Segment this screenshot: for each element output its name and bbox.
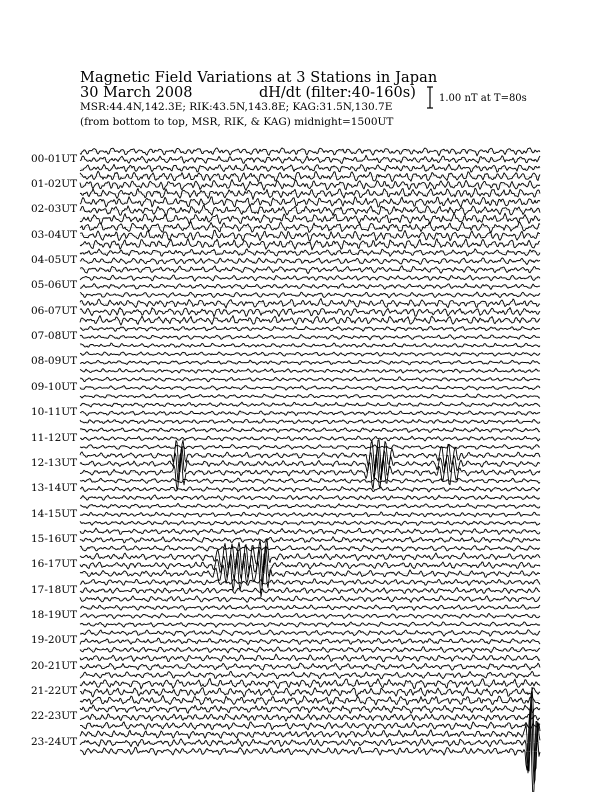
hour-label: 17-18UT (31, 583, 78, 596)
trace-line-msr (80, 453, 540, 491)
hour-label: 04-05UT (31, 254, 78, 267)
scale-bar-icon (427, 87, 433, 108)
hour-label: 23-24UT (31, 735, 78, 748)
hour-label: 01-02UT (31, 178, 78, 191)
hour-label: 02-03UT (31, 203, 78, 216)
hour-label: 00-01UT (31, 152, 78, 165)
trace-line-kag (80, 439, 540, 473)
trace-group (80, 148, 540, 792)
chart-title: Magnetic Field Variations at 3 Stations in Japan (80, 70, 438, 86)
trace-line-rik (80, 446, 540, 482)
trace-line-rik (80, 537, 540, 543)
trace-line-kag (80, 326, 540, 331)
trace-line-msr (80, 545, 540, 551)
scale-bar-label: 1.00 nT at T=80s (439, 93, 527, 104)
trace-line-kag (80, 352, 540, 356)
trace-line-kag (80, 654, 540, 662)
hour-label: 08-09UT (31, 355, 78, 368)
hour-label: 20-21UT (31, 659, 78, 672)
hour-label: 22-23UT (31, 710, 78, 723)
trace-line-kag (80, 539, 540, 576)
trace-line-msr (80, 343, 540, 347)
trace-line-rik (80, 695, 540, 784)
trace-line-msr (80, 188, 540, 199)
hour-label: 15-16UT (31, 532, 78, 545)
hour-label: 12-13UT (31, 456, 78, 469)
trace-line-kag (80, 171, 540, 181)
trace-line-msr (80, 368, 540, 373)
hour-label: 03-04UT (31, 228, 78, 241)
station-coordinates: MSR:44.4N,142.3E; RIK:43.5N,143.8E; KAG:31.5N,130.7E (80, 101, 393, 113)
filter-label: dH/dt (filter:40-160s) (259, 85, 416, 101)
hour-label: 06-07UT (31, 304, 78, 317)
hour-label: 13-14UT (31, 482, 78, 495)
hour-label: 10-11UT (31, 406, 78, 419)
trace-line-kag (80, 705, 540, 713)
trace-line-rik (80, 546, 540, 587)
hour-label: 09-10UT (31, 380, 78, 393)
trace-line-msr (80, 622, 540, 628)
station-order-note: (from bottom to top, MSR, RIK, & KAG) midnight=1500UT (80, 116, 394, 128)
hour-label: 07-08UT (31, 330, 78, 343)
trace-line-rik (80, 308, 540, 317)
hour-label: 21-22UT (31, 685, 78, 698)
hour-label: 19-20UT (31, 634, 78, 647)
hour-label: 16-17UT (31, 558, 78, 571)
hour-label: 05-06UT (31, 279, 78, 292)
hour-label: 14-15UT (31, 507, 78, 520)
hour-label: 18-19UT (31, 608, 78, 621)
hour-label: 11-12UT (31, 431, 78, 444)
trace-line-msr (80, 695, 540, 705)
trace-line-rik (80, 155, 540, 163)
trace-line-kag (80, 148, 540, 156)
trace-line-msr (80, 708, 540, 792)
date-label: 30 March 2008 (80, 85, 193, 101)
trace-line-kag (80, 687, 540, 771)
